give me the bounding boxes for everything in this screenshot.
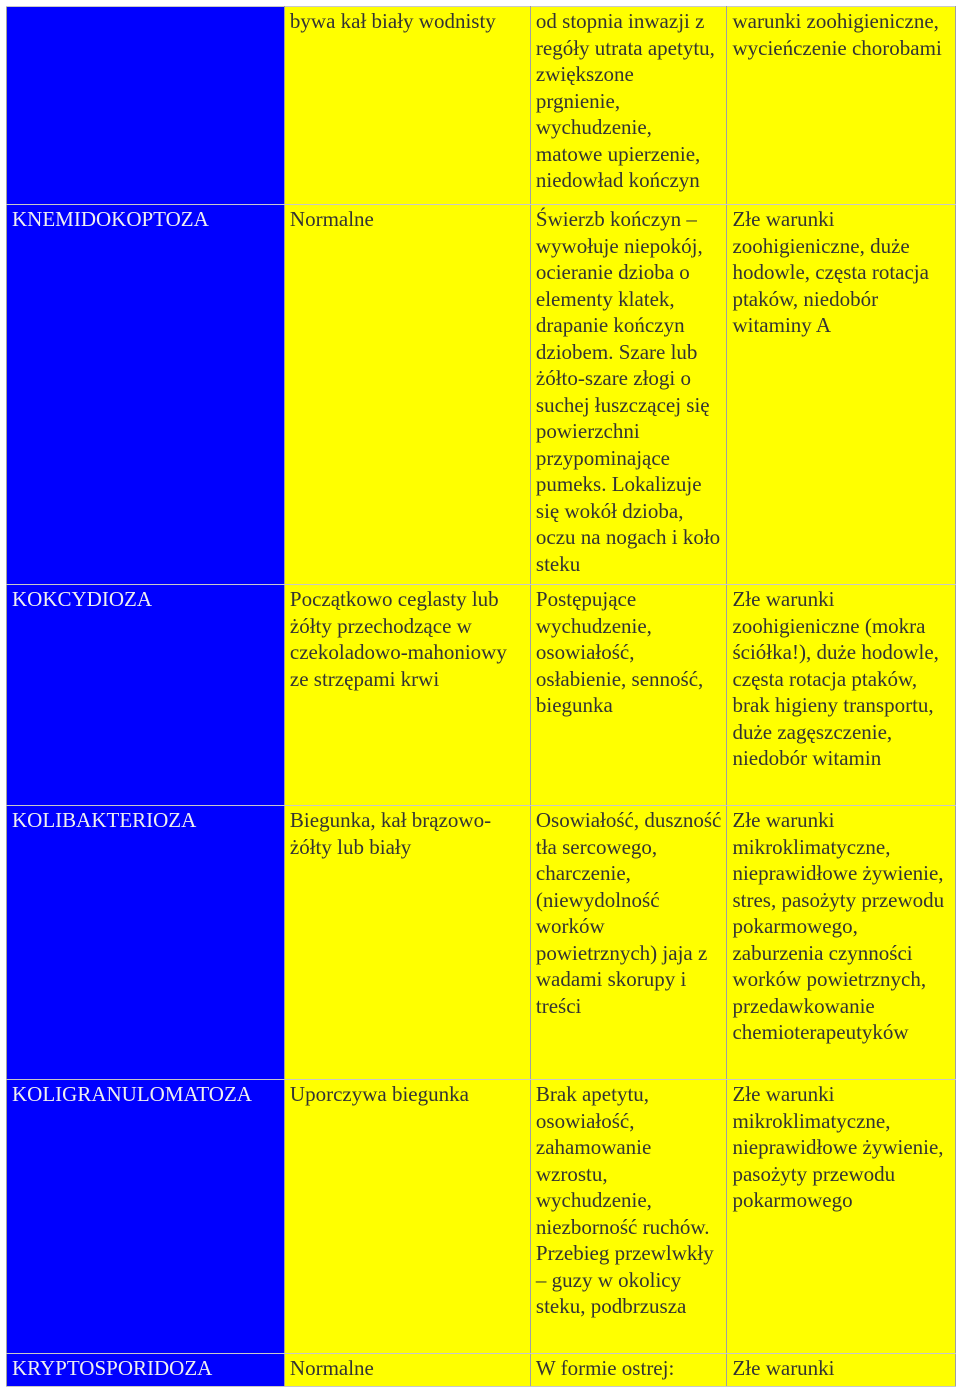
feces-cell <box>284 205 530 585</box>
symptoms-cell <box>530 205 727 585</box>
symptoms-description: od stopnia inwazji z regóły utrata apetytu, zwiększone prgnienie, wychudzenie, matowe upierzenie, niedowład kończyn <box>535 9 715 192</box>
causes-cell <box>727 1354 956 1387</box>
table-row <box>7 1080 956 1354</box>
feces-cell <box>284 1354 530 1387</box>
disease-name-cell <box>7 1080 285 1354</box>
disease-name: KOLIBAKTERIOZA <box>12 808 197 832</box>
disease-name-cell <box>7 205 285 585</box>
feces-cell <box>284 1080 530 1354</box>
causes-cell <box>727 1080 956 1354</box>
causes-description: Złe warunki zoohigieniczne, duże hodowle, częsta rotacja ptaków, niedobór witaminy A <box>732 207 929 337</box>
symptoms-description: Postępujące wychudzenie, osowiałość, osłabienie, senność, biegunka <box>535 587 704 717</box>
table-row <box>7 806 956 1080</box>
feces-description: Początkowo ceglasty lub żółty przechodzące w czekoladowo-mahoniowy ze strzępami krwi <box>289 587 507 691</box>
disease-name: KOKCYDIOZA <box>12 587 152 611</box>
symptoms-cell <box>530 1080 727 1354</box>
feces-cell <box>284 7 530 205</box>
feces-cell <box>284 806 530 1080</box>
symptoms-cell <box>530 585 727 806</box>
disease-name-cell <box>7 1354 285 1387</box>
symptoms-description: Osowiałość, duszność tła sercowego, charczenie, (niewydolność worków powietrznych) jaja z wadami skorupy i treści <box>535 808 722 1018</box>
table-row <box>7 1354 956 1387</box>
disease-name-cell <box>7 7 285 205</box>
causes-description: Złe warunki zoohigieniczne (mokra ściółka!), duże hodowle, częsta rotacja ptaków, brak higieny transportu, duże zagęszczenie, niedobór witamin <box>732 587 939 770</box>
causes-cell <box>727 7 956 205</box>
disease-name-cell <box>7 806 285 1080</box>
symptoms-description: Brak apetytu, osowiałość, zahamowanie wzrostu, wychudzenie, niezborność ruchów. Przebieg przewlwkły – guzy w okolicy steku, podbrzusza <box>535 1082 714 1318</box>
causes-description: Złe warunki mikroklimatyczne, nieprawidłowe żywienie, stres, pasożyty przewodu pokarmowego, zaburzenia czynności worków powietrznych, przedawkowanie chemioterapeutyków <box>732 808 945 1044</box>
causes-cell <box>727 205 956 585</box>
symptoms-description: W formie ostrej: <box>535 1356 675 1380</box>
feces-description: bywa kał biały wodnisty <box>289 9 496 33</box>
disease-name: KRYPTOSPORIDOZA <box>12 1356 213 1380</box>
causes-cell <box>727 585 956 806</box>
table-row <box>7 585 956 806</box>
causes-description: warunki zoohigieniczne, wycieńczenie chorobami <box>732 9 942 60</box>
symptoms-description: Świerzb kończyn – wywołuje niepokój, ocieranie dzioba o elementy klatek, drapanie kończyn dziobem. Szare lub żółto-szare złogi o suchej łuszczącej się powierzchni przypominające pumeks. Lokalizuje się wokół dzioba, oczu na nogach i koło steku <box>535 207 721 576</box>
disease-table <box>6 6 956 1387</box>
table-row <box>7 7 956 205</box>
table-row <box>7 205 956 585</box>
feces-description: Uporczywa biegunka <box>289 1082 469 1106</box>
symptoms-cell <box>530 806 727 1080</box>
disease-name: KOLIGRANULOMATOZA <box>12 1082 252 1106</box>
causes-description: Złe warunki mikroklimatyczne, nieprawidłowe żywienie, pasożyty przewodu pokarmowego <box>732 1082 944 1212</box>
document-page <box>6 6 956 1387</box>
causes-description: Złe warunki <box>732 1356 835 1380</box>
symptoms-cell <box>530 1354 727 1387</box>
disease-name-cell <box>7 585 285 806</box>
feces-description: Biegunka, kał brązowo-żółty lub biały <box>289 808 492 859</box>
feces-description: Normalne <box>289 1356 374 1380</box>
feces-cell <box>284 585 530 806</box>
symptoms-cell <box>530 7 727 205</box>
disease-name: KNEMIDOKOPTOZA <box>12 207 209 231</box>
feces-description: Normalne <box>289 207 374 231</box>
causes-cell <box>727 806 956 1080</box>
